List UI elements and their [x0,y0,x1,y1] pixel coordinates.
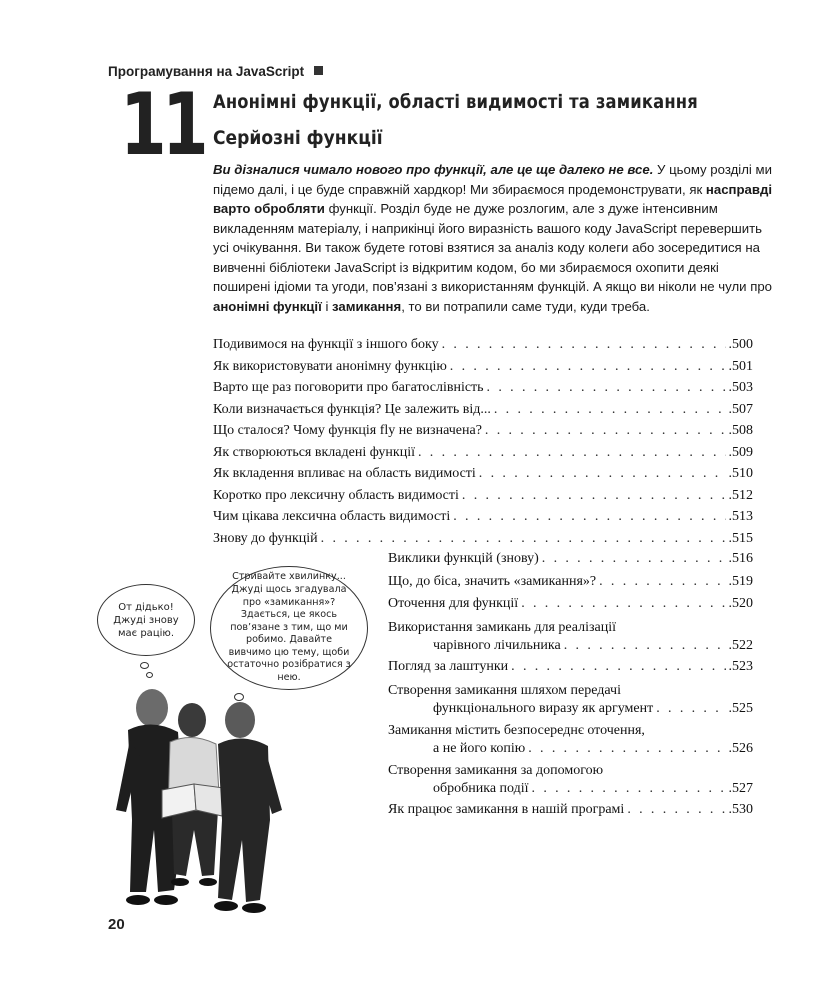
toc-subentry[interactable]: Створення замикання за допомогою обробника події . . . .527 [388,762,753,798]
chapter-title: Анонімні функції, області видимості та замикання [213,91,698,113]
toc-subentry[interactable]: Оточення для функції . . . .520 [388,596,753,619]
toc-subentry[interactable]: Виклики функцій (знову) . . . .516 [388,551,753,574]
toc-subentry[interactable]: Замикання містить безпосереднє оточення, а не його копію . . . .526 [388,722,753,758]
toc-subentry[interactable]: Що, до біса, значить «замикання»? . . . .519 [388,574,753,597]
square-bullet-icon [314,66,323,75]
chapter-subtitle: Серйозні функції [213,127,383,149]
intro-paragraph: Ви дізналися чимало нового про функції, але це ще далеко не все. У цьому розділі ми підемо далі, і це буде справжній хардкор! Ми збираємося продемонструвати, як насправді варто обробляти функції. Розділ буде не дуже розлогим, але з дуже інтенсивним викладенням матеріалу, і наприкінці його виразність вашого коду JavaScript перевершить усі очікування. Ви також будете готові взятися за аналіз коду колеги або зосередитися на вивченні бібліотеки JavaScript із відкритим кодом, бо ми збираємося охопити деякі поширені ідіоми та угоди, пов’язані з використанням функцій. А якщо ви ніколи не чули про анонімні функції і замикання, то ви потрапили саме туди, куди треба. [213,162,773,314]
toc-subentry[interactable]: Створення замикання шляхом передачі функціонального виразу як аргумент . . . .525 [388,682,753,718]
toc-subentry[interactable]: Використання замикань для реалізації чарівного лічильника . . . .522 [388,619,753,655]
toc-subentry[interactable]: Як працює замикання в нашій програмі . . . .530 [388,802,753,825]
toc-entry[interactable]: Як створюються вкладені функції . . . .509 [213,445,753,467]
three-people-reading-photo [100,660,300,920]
toc-entry[interactable]: Коли визначається функція? Це залежить від... . . . .507 [213,402,753,424]
toc-entry[interactable]: Знову до функцій . . . .515 [213,531,753,553]
running-head: Програмування на JavaScript [108,64,323,79]
table-of-contents-subsection [388,551,753,824]
chapter-number: 11 [120,75,204,175]
thought-bubble-left: От дідько! Джуді знову має рацію. [97,584,195,656]
toc-entry[interactable]: Чим цікава лексична область видимості . . . .513 [213,509,753,531]
toc-entry[interactable]: Варто ще раз поговорити про багатослівність . . . .503 [213,380,753,402]
toc-entry[interactable]: Як використовувати анонімну функцію . . . .501 [213,359,753,381]
toc-entry[interactable]: Коротко про лексичну область видимості . . . .512 [213,488,753,510]
page-number: 20 [108,916,125,933]
intro-lead: Ви дізналися чимало нового про функції, але це ще далеко не все. [213,162,654,177]
toc-subentry[interactable]: Погляд за лаштунки . . . .523 [388,659,753,682]
toc-entry[interactable]: Як вкладення впливає на область видимості . . . .510 [213,466,753,488]
toc-entry[interactable]: Що сталося? Чому функція fly не визначена? . . . .508 [213,423,753,445]
thought-bubble-right: Стривайте хвилинку... Джуді щось згадувала про «замикання»? Здається, це якось пов’язане з тим, що ми робимо. Давайте вивчимо цю тему, щоби остаточно розібратися з нею. [210,566,368,690]
table-of-contents [213,337,753,552]
toc-entry[interactable]: Подивимося на функції з іншого боку . . . .500 [213,337,753,359]
